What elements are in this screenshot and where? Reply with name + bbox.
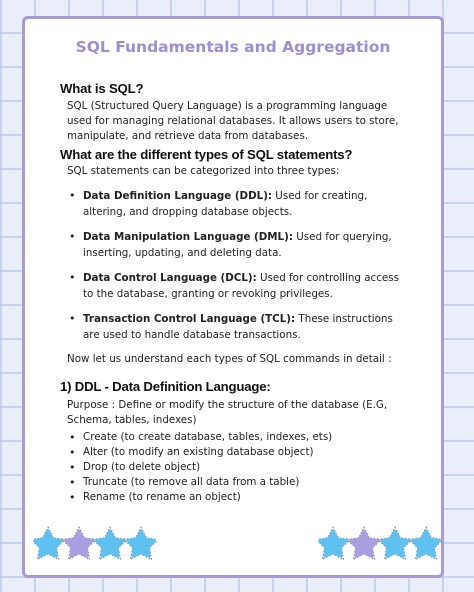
list-item: • Rename (to rename an object) xyxy=(83,490,423,505)
list-item: • Truncate (to remove all data from a table) xyxy=(83,475,423,490)
desc-dml-2: inserting, updating, and deleting data. xyxy=(83,247,282,259)
desc-dml-1: Used for querying, xyxy=(292,231,392,243)
heading-what-is-sql: What is SQL? xyxy=(60,81,144,96)
desc-ddl-1: Used for creating, xyxy=(272,190,368,202)
star-row-right xyxy=(318,524,442,564)
paragraph-line: manipulate, and retrieve data from databases. xyxy=(67,130,309,142)
purpose-line: Purpose : Define or modify the structure of the database (E.G, xyxy=(67,399,388,411)
list-item-dml xyxy=(83,229,423,261)
paragraph-line: SQL (Structured Query Language) is a programming language xyxy=(67,100,388,112)
desc-dcl-1: Used for controlling access xyxy=(256,272,399,284)
star-row-left-svg xyxy=(33,524,157,564)
page-title: SQL Fundamentals and Aggregation xyxy=(75,38,391,56)
desc-tcl-2: are used to handle database transactions. xyxy=(83,329,301,341)
ddl-command-list xyxy=(83,430,423,505)
list-item: • Create (to create database, tables, indexes, ets) xyxy=(83,430,423,445)
paragraph-line: used for managing relational databases. It allows users to store, xyxy=(67,115,399,127)
term-ddl: Data Definition Language (DDL): xyxy=(83,190,273,202)
document-page xyxy=(22,16,444,578)
heading-ddl: 1) DDL - Data Definition Language: xyxy=(60,379,271,394)
star-row-left xyxy=(33,524,157,564)
purpose-line: Schema, tables, indexes) xyxy=(67,414,197,426)
list-item-tcl xyxy=(83,311,423,343)
what-is-sql-paragraph xyxy=(67,99,427,144)
term-dml: Data Manipulation Language (DML): xyxy=(83,231,293,243)
desc-tcl-1: These instructions xyxy=(295,313,393,325)
term-dcl: Data Control Language (DCL): xyxy=(83,272,257,284)
ddl-purpose xyxy=(67,398,427,428)
types-intro: SQL statements can be categorized into three types: xyxy=(67,165,340,177)
list-item-ddl xyxy=(83,188,423,220)
list-item: • Alter (to modify an existing database object) xyxy=(83,445,423,460)
desc-dcl-2: to the database, granting or revoking privileges. xyxy=(83,288,333,300)
heading-statement-types: What are the different types of SQL statements? xyxy=(60,147,353,162)
desc-ddl-2: altering, and dropping database objects. xyxy=(83,206,293,218)
list-item: • Drop (to delete object) xyxy=(83,460,423,475)
types-outro: Now let us understand each types of SQL commands in detail : xyxy=(67,353,392,365)
star-row-right-svg xyxy=(318,524,442,564)
list-item-dcl xyxy=(83,270,423,302)
term-tcl: Transaction Control Language (TCL): xyxy=(83,313,296,325)
